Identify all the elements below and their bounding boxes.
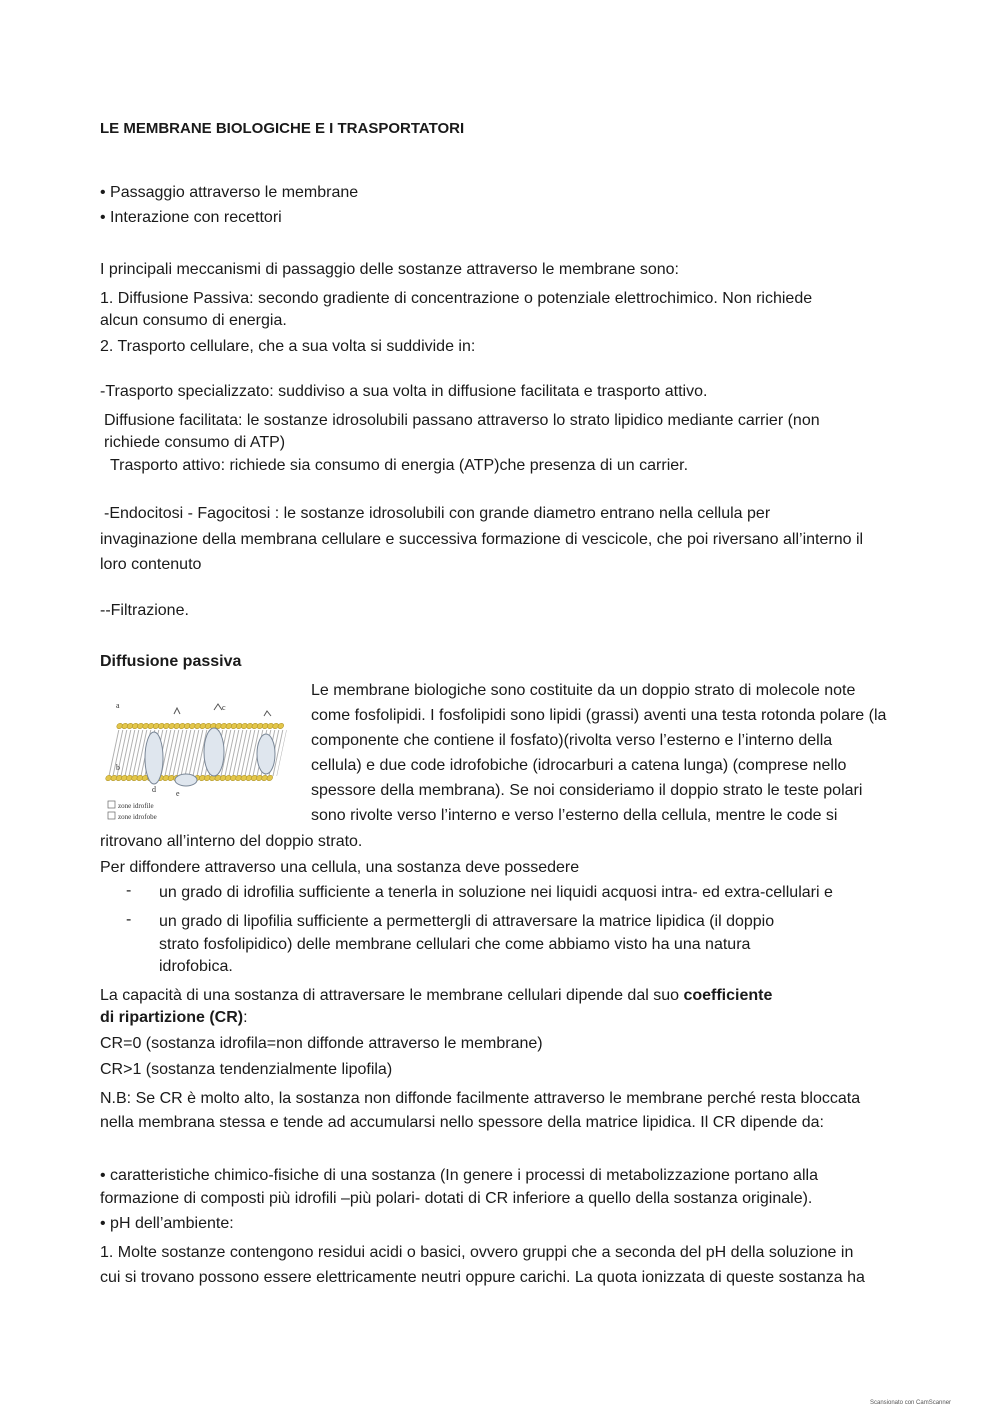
figure-label-e: e — [176, 789, 180, 798]
endocytosis-line: -Endocitosi - Fagocitosi : le sostanze idrosolubili con grande diametro entrano nella cellula per — [104, 505, 771, 522]
endocytosis-line: invaginazione della membrana cellulare e successiva formazione di vescicole, che poi riversano all’interno il — [100, 531, 864, 548]
cr-zero-line: CR=0 (sostanza idrofila=non diffonde attraverso le membrane) — [100, 1035, 543, 1052]
list-item-passive-diffusion: 1. Diffusione Passiva: secondo gradiente di concentrazione o potenziale elettrochimico. Non richiede — [100, 290, 813, 307]
dash-list-item-cont: strato fosfolipidico) delle membrane cellulari che come abbiamo visto ha una natura — [159, 936, 751, 953]
figure-label-c: c — [222, 703, 226, 712]
cr-term: di ripartizione (CR) — [100, 1009, 244, 1026]
bullet-item: • Passaggio attraverso le membrane — [100, 184, 359, 201]
chemical-bullet-cont: formazione di composti più idrofili –più polari- dotati di CR inferiore a quello della sostanza originale). — [100, 1190, 813, 1207]
wrap-line: cellula) e due code idrofobiche (idrocarburi a catena lunga) (comprese nello — [311, 757, 847, 774]
dash-marker: - — [126, 911, 132, 928]
cr-paragraph-cont — [100, 1007, 248, 1029]
figure-label-d: d — [152, 785, 156, 794]
ph-bullet: • pH dell’ambiente: — [100, 1215, 234, 1232]
filtration-line: --Filtrazione. — [100, 602, 189, 619]
cr-colon: : — [243, 1009, 248, 1026]
acid-base-paragraph: 1. Molte sostanze contengono residui acidi o basici, ovvero gruppi che a seconda del pH della soluzione in — [100, 1244, 854, 1261]
specialized-transport-line: -Trasporto specializzato: suddiviso a sua volta in diffusione facilitata e trasporto attivo. — [100, 383, 708, 400]
dash-list-item-cont: idrofobica. — [159, 958, 233, 975]
document-title: LE MEMBRANE BIOLOGICHE E I TRASPORTATORI — [100, 120, 465, 137]
section-heading: Diffusione passiva — [100, 653, 242, 670]
cr-text: La capacità di una sostanza di attraversare le membrane cellulari dipende dal suo — [100, 987, 684, 1004]
nb-paragraph-cont: nella membrana stessa e tende ad accumularsi nello spessore della matrice lipidica. Il CR dipende da: — [100, 1114, 824, 1131]
facilitated-diffusion-line: Diffusione facilitata: le sostanze idrosolubili passano attraverso lo strato lipidico mediante carrier (non — [104, 412, 820, 429]
chemical-bullet: • caratteristiche chimico-fisiche di una sostanza (In genere i processi di metabolizzazione portano alla — [100, 1167, 818, 1184]
legend-hydrophobic: zone idrofobe — [118, 813, 157, 821]
legend-swatch-hydrophobic — [108, 812, 115, 819]
diffuse-intro: Per diffondere attraverso una cellula, una sostanza deve possedere — [100, 859, 580, 876]
dash-list-item: un grado di lipofilia sufficiente a permettergli di attraversare la matrice lipidica (il doppio — [159, 913, 775, 930]
acid-base-paragraph-cont: cui si trovano possono essere elettricamente neutri oppure carichi. La quota ionizzata di queste sostanza ha — [100, 1269, 865, 1286]
dash-marker: - — [126, 882, 132, 899]
endocytosis-line: loro contenuto — [100, 556, 202, 573]
wrap-line: come fosfolipidi. I fosfolipidi sono lipidi (grassi) aventi una testa rotonda polare (la — [311, 707, 887, 724]
cr-greater-line: CR>1 (sostanza tendenzialmente lipofila) — [100, 1061, 393, 1078]
wrap-line: sono rivolte verso l’interno e verso l’esterno della cellula, mentre le code si — [311, 807, 838, 824]
wrap-line: spessore della membrana). Se noi consideriamo il doppio strato le teste polari — [311, 782, 863, 799]
active-transport-line: Trasporto attivo: richiede sia consumo di energia (ATP)che presenza di un carrier. — [110, 457, 689, 474]
membrane-protein — [145, 732, 163, 784]
membrane-protein — [204, 728, 224, 776]
membrane-protein — [257, 734, 275, 774]
bullet-item: • Interazione con recettori — [100, 209, 282, 226]
cr-term: coefficiente — [683, 987, 773, 1004]
wrap-line: Le membrane biologiche sono costituite da un doppio strato di molecole note — [311, 682, 856, 699]
facilitated-diffusion-cont: richiede consumo di ATP) — [104, 434, 286, 451]
legend-swatch-hydrophilic — [108, 801, 115, 808]
list-item-cell-transport: 2. Trasporto cellulare, che a sua volta si suddivide in: — [100, 338, 476, 355]
cr-paragraph — [100, 985, 772, 1007]
membrane-illustration — [104, 696, 298, 824]
nb-paragraph: N.B: Se CR è molto alto, la sostanza non diffonde facilmente attraverso le membrane perché resta bloccata — [100, 1090, 861, 1107]
figure-label-a: a — [116, 701, 120, 710]
phospholipid-heads-top — [116, 723, 284, 729]
dash-list-item: un grado di idrofilia sufficiente a tenerla in soluzione nei liquidi acquosi intra- ed extra-cellulari e — [159, 884, 833, 901]
phospholipid-head — [277, 723, 284, 729]
figure-label-b: b — [116, 763, 120, 772]
scanner-watermark: Scansionato con CamScanner — [870, 1400, 952, 1406]
list-item-passive-diffusion-cont: alcun consumo di energia. — [100, 312, 287, 329]
wrap-end-line: ritrovano all’interno del doppio strato. — [100, 833, 363, 850]
phospholipid-head — [266, 775, 273, 781]
wrap-line: componente che contiene il fosfato)(rivolta verso l’esterno e l’interno della — [311, 732, 833, 749]
intro-paragraph: I principali meccanismi di passaggio delle sostanze attraverso le membrane sono: — [100, 261, 679, 278]
legend-hydrophilic: zone idrofile — [118, 802, 154, 810]
peripheral-protein — [175, 774, 197, 786]
